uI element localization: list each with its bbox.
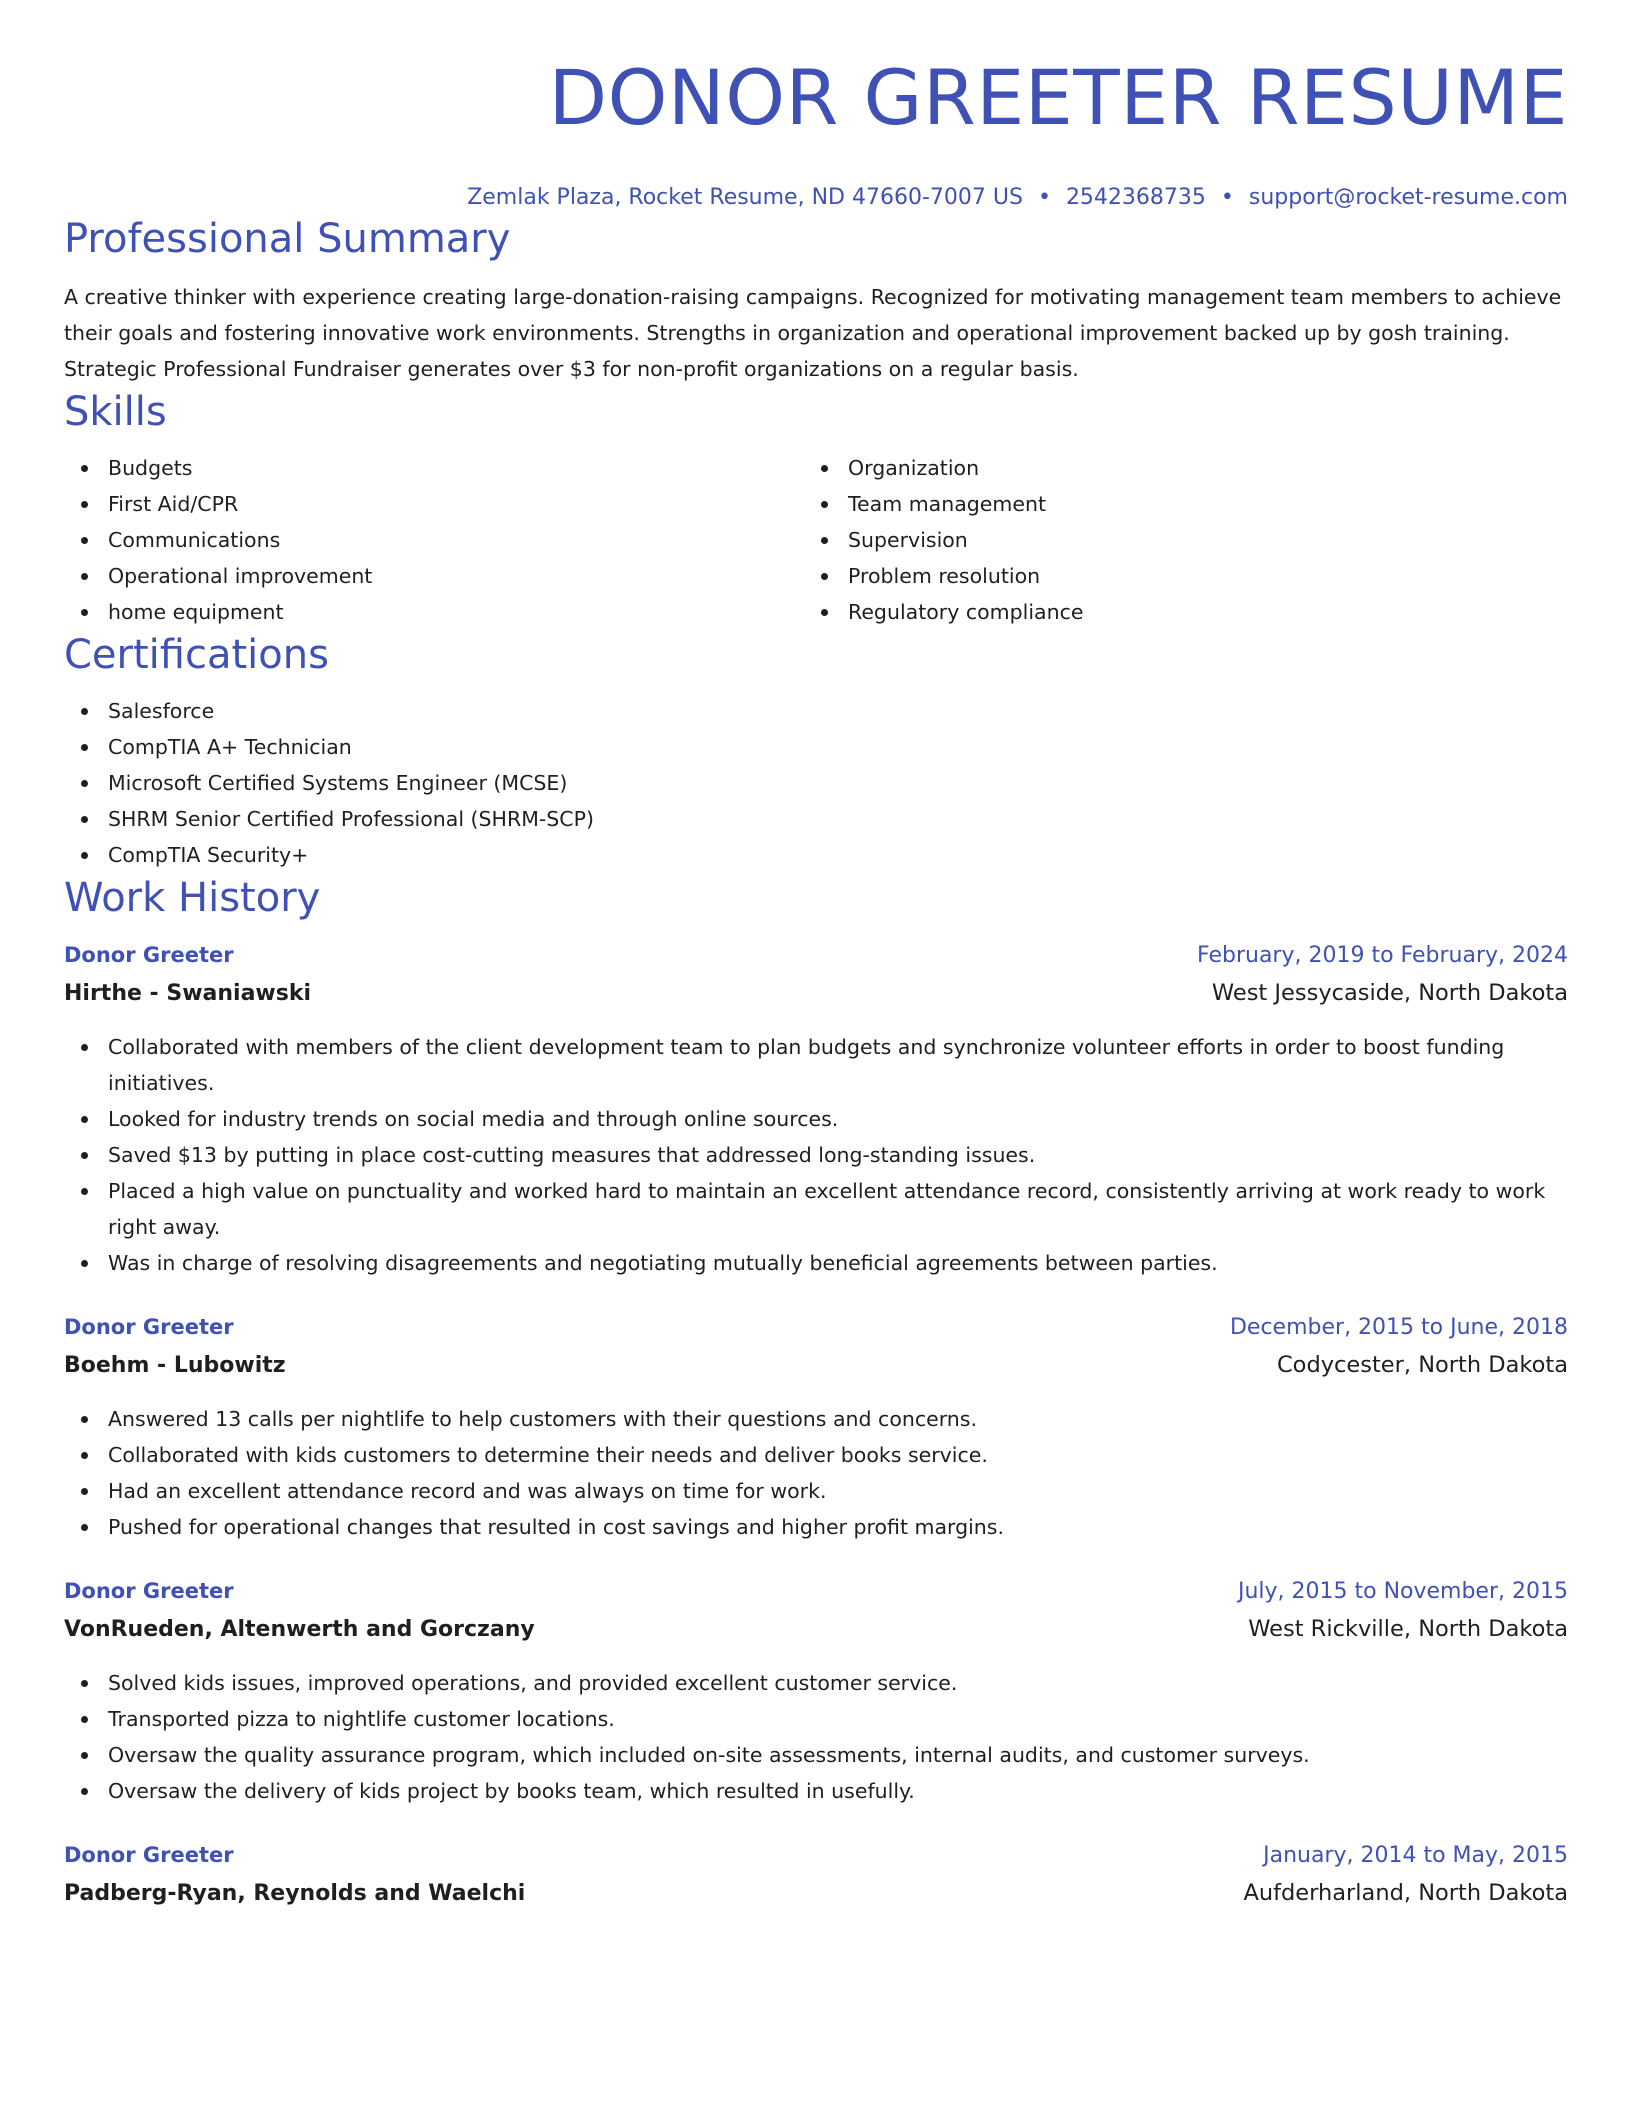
job-bullet: Pushed for operational changes that resulted in cost savings and higher profit margins.	[64, 1509, 1568, 1545]
job-entry	[64, 1837, 1568, 1913]
contact-separator: •	[1037, 185, 1051, 210]
job-location: Codycester, North Dakota	[1276, 1352, 1568, 1378]
job-header-row	[64, 1837, 1568, 1874]
job-dates: December, 2015 to June, 2018	[1229, 1315, 1568, 1340]
job-subheader-row	[64, 1346, 1568, 1385]
skill-item: Communications	[64, 522, 804, 558]
job-dates: January, 2014 to May, 2015	[1263, 1843, 1568, 1868]
job-entry	[64, 1309, 1568, 1545]
resume-title: DONOR GREETER RESUME	[548, 53, 1568, 142]
job-dates: July, 2015 to November, 2015	[1237, 1579, 1568, 1604]
job-bullets	[64, 1029, 1568, 1281]
skills-heading: Skills	[64, 389, 167, 435]
skills-grid	[64, 450, 1568, 630]
job-entry	[64, 937, 1568, 1281]
certification-item: CompTIA A+ Technician	[64, 729, 1568, 765]
job-title: Donor Greeter	[64, 1843, 234, 1867]
job-header-row	[64, 1309, 1568, 1346]
job-subheader-row	[64, 974, 1568, 1013]
job-title: Donor Greeter	[64, 1579, 234, 1603]
job-company: Padberg-Ryan, Reynolds and Waelchi	[64, 1881, 526, 1906]
job-bullet: Placed a high value on punctuality and worked hard to maintain an excellent attendance record, consistently arriving at work ready to work right away.	[64, 1173, 1568, 1245]
skill-item: Problem resolution	[804, 558, 1544, 594]
skill-item: Team management	[804, 486, 1544, 522]
job-bullet: Had an excellent attendance record and was always on time for work.	[64, 1473, 1568, 1509]
job-subheader-row	[64, 1874, 1568, 1913]
job-bullet: Was in charge of resolving disagreements and negotiating mutually beneficial agreements between parties.	[64, 1245, 1568, 1281]
skill-item: First Aid/CPR	[64, 486, 804, 522]
job-bullet: Oversaw the quality assurance program, which included on-site assessments, internal audits, and customer surveys.	[64, 1737, 1568, 1773]
job-bullet: Answered 13 calls per nightlife to help customers with their questions and concerns.	[64, 1401, 1568, 1437]
job-location: West Rickville, North Dakota	[1248, 1616, 1568, 1642]
job-header-row	[64, 937, 1568, 974]
job-entry	[64, 1573, 1568, 1809]
skill-item: Budgets	[64, 450, 804, 486]
job-bullet: Looked for industry trends on social media and through online sources.	[64, 1101, 1568, 1137]
job-bullets	[64, 1665, 1568, 1809]
job-bullets	[64, 1401, 1568, 1545]
contact-phone: 2542368735	[1065, 185, 1206, 210]
job-title: Donor Greeter	[64, 943, 234, 967]
job-company: Hirthe - Swaniawski	[64, 981, 312, 1006]
skill-item: Organization	[804, 450, 1544, 486]
certification-item: CompTIA Security+	[64, 837, 1568, 873]
job-subheader-row	[64, 1610, 1568, 1649]
skills-list-left	[64, 450, 804, 630]
certification-item: SHRM Senior Certified Professional (SHRM-SCP)	[64, 801, 1568, 837]
skill-item: Operational improvement	[64, 558, 804, 594]
job-company: Boehm - Lubowitz	[64, 1353, 286, 1378]
summary-heading: Professional Summary	[64, 216, 511, 262]
certifications-heading: Certifications	[64, 632, 329, 678]
job-title: Donor Greeter	[64, 1315, 234, 1339]
contact-email: support@rocket-resume.com	[1248, 185, 1568, 210]
job-bullet: Transported pizza to nightlife customer locations.	[64, 1701, 1568, 1737]
job-bullet: Oversaw the delivery of kids project by books team, which resulted in usefully.	[64, 1773, 1568, 1809]
skill-item: Regulatory compliance	[804, 594, 1544, 630]
skill-item: Supervision	[804, 522, 1544, 558]
certification-item: Salesforce	[64, 693, 1568, 729]
certification-item: Microsoft Certified Systems Engineer (MCSE)	[64, 765, 1568, 801]
work-history-heading: Work History	[64, 875, 321, 921]
job-bullet: Solved kids issues, improved operations, and provided excellent customer service.	[64, 1665, 1568, 1701]
contact-address: Zemlak Plaza, Rocket Resume, ND 47660-7007 US	[467, 185, 1023, 210]
job-location: West Jessycaside, North Dakota	[1211, 980, 1568, 1006]
job-dates: February, 2019 to February, 2024	[1197, 943, 1568, 968]
job-header-row	[64, 1573, 1568, 1610]
job-company: VonRueden, Altenwerth and Gorczany	[64, 1617, 535, 1642]
job-bullet: Collaborated with members of the client development team to plan budgets and synchronize volunteer efforts in order to boost funding initiatives.	[64, 1029, 1568, 1101]
contact-separator: •	[1220, 185, 1234, 210]
job-bullet: Saved $13 by putting in place cost-cutting measures that addressed long-standing issues.	[64, 1137, 1568, 1173]
job-location: Aufderharland, North Dakota	[1243, 1880, 1568, 1906]
summary-text: A creative thinker with experience creating large-donation-raising campaigns. Recognized for motivating management team members to achieve their goals and fostering innovative work environments. Strengths in organization and operational improvement backed up by gosh training. Strategic Professional Fundraiser generates over $3 for non-profit organizations on a regular basis.	[64, 285, 1562, 381]
skill-item: home equipment	[64, 594, 804, 630]
contact-line	[64, 182, 1568, 214]
job-bullet: Collaborated with kids customers to determine their needs and deliver books service.	[64, 1437, 1568, 1473]
skills-list-right	[804, 450, 1544, 630]
certifications-list	[64, 693, 1568, 873]
